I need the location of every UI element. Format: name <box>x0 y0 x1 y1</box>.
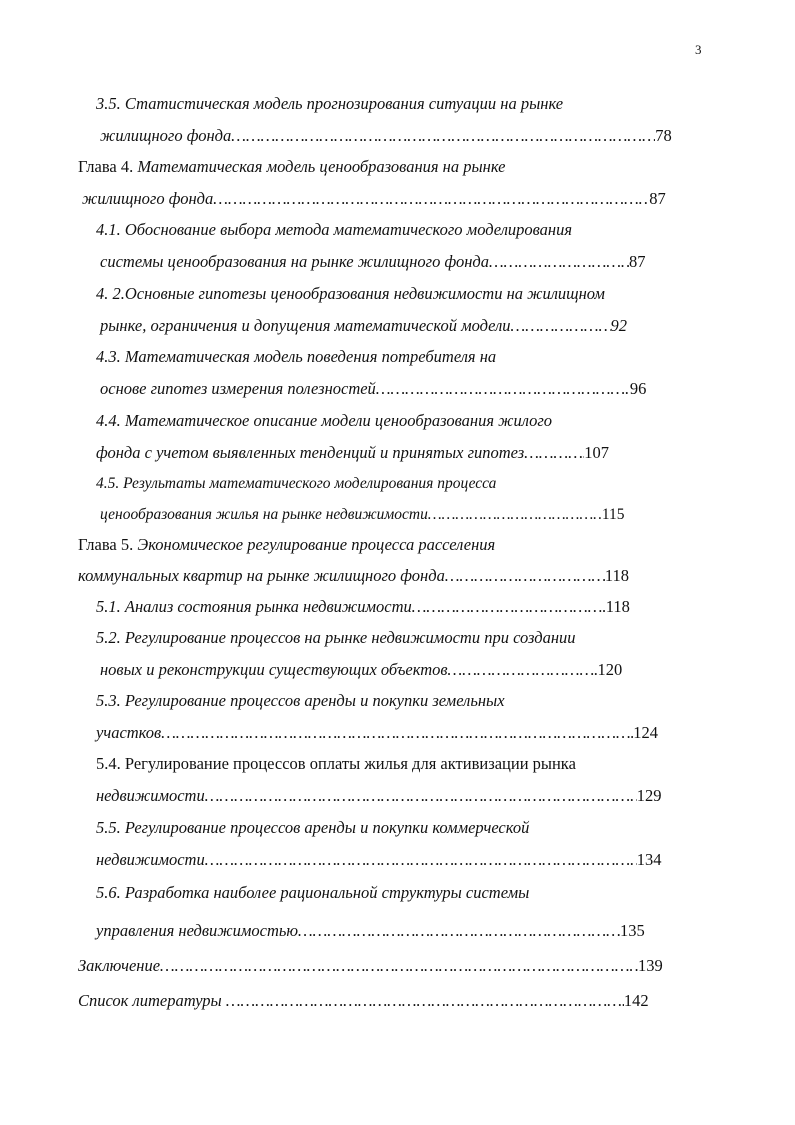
chapter-title: Математическая модель ценообразования на рынке <box>137 157 506 176</box>
toc-5-1-title: 5.1. Анализ состояния рынка недвижимости <box>96 597 412 616</box>
page-ref: 118 <box>604 566 629 585</box>
dot-leader <box>213 189 649 209</box>
dot-leader <box>376 379 630 399</box>
chapter-prefix: Глава 4. <box>78 157 138 176</box>
toc-4-1-entry <box>100 252 646 272</box>
page-ref: 135 <box>620 921 645 940</box>
chapter-title-cont: жилищного фонда <box>82 189 214 208</box>
toc-4-3-title: 4.3. Математическая модель поведения потребителя на <box>96 347 497 366</box>
toc-references-label: Список литературы <box>78 991 226 1010</box>
chapter-title: Экономическое регулирование процесса расселения <box>137 535 496 554</box>
toc-5-6-title-cont: управления недвижимостью <box>96 921 299 940</box>
page-ref: 139 <box>638 956 663 975</box>
page-ref: 87 <box>649 189 666 208</box>
page-ref: 115 <box>601 506 625 523</box>
page-ref: 107 <box>584 443 609 462</box>
toc-4-4-title: 4.4. Математическое описание модели ценообразования жилого <box>96 411 553 430</box>
toc-4-5-entry <box>100 505 625 525</box>
page-ref: 142 <box>623 991 649 1010</box>
chapter-prefix: Глава 5. <box>78 535 138 554</box>
page-ref: 120 <box>597 660 623 679</box>
toc-chapter-5-heading <box>78 535 495 555</box>
toc-4-2-title-cont: рынке, ограничения и допущения математической модели <box>100 316 511 335</box>
toc-4-1-title: 4.1. Обоснование выбора метода математического моделирования <box>96 220 573 239</box>
toc-conclusion-entry <box>78 956 663 976</box>
dot-leader <box>226 991 624 1011</box>
dot-leader <box>298 921 620 941</box>
dot-leader <box>412 597 606 617</box>
dot-leader <box>511 316 611 336</box>
toc-5-1-entry <box>96 597 630 617</box>
page-ref: 78 <box>655 126 672 145</box>
toc-5-2-title: 5.2. Регулирование процессов на рынке недвижимости при создании <box>96 628 576 647</box>
toc-5-5-title-cont: недвижимости <box>96 850 205 869</box>
toc-chapter-4-heading <box>78 157 505 177</box>
toc-3-5-entry <box>100 126 672 146</box>
dot-leader <box>231 126 655 146</box>
toc-4-3-title-cont: основе гипотез измерения полезностей <box>100 379 376 398</box>
toc-5-4-title-text: 5.4. Регулирование процессов оплаты жилья для активизации рынка <box>96 754 576 773</box>
toc-chapter-4-entry <box>82 189 666 209</box>
dot-leader <box>428 505 602 525</box>
dot-leader <box>160 956 638 976</box>
toc-5-5-entry <box>96 850 661 870</box>
toc-chapter-5-entry <box>78 566 629 586</box>
toc-4-3-entry <box>100 379 646 399</box>
toc-4-2-entry <box>100 316 627 336</box>
toc-4-2-title: 4. 2.Основные гипотезы ценообразования недвижимости на жилищном <box>96 284 605 303</box>
toc-5-4-title-cont: недвижимости <box>96 786 205 805</box>
dot-leader <box>524 443 584 463</box>
toc-3-5-title: 3.5. Статистическая модель прогнозирования ситуации на рынке <box>96 94 564 113</box>
page-number: 3 <box>695 42 702 57</box>
toc-5-5-title: 5.5. Регулирование процессов аренды и покупки коммерческой <box>96 818 530 837</box>
toc-5-3-title: 5.3. Регулирование процессов аренды и покупки земельных <box>96 691 505 710</box>
toc-4-1-title-cont: системы ценообразования на рынке жилищного фонда <box>100 252 490 271</box>
dot-leader <box>489 252 629 272</box>
dot-leader <box>445 566 605 586</box>
toc-4-5-title-cont: ценообразования жилья на рынке недвижимости <box>100 506 428 523</box>
toc-5-4-entry <box>96 786 661 806</box>
page-ref: 87 <box>629 252 646 271</box>
toc-conclusion-label: Заключение <box>78 956 161 975</box>
toc-4-4-title-cont: фонда с учетом выявленных тенденций и принятых гипотез <box>96 443 525 462</box>
dot-leader <box>161 723 633 743</box>
dot-leader <box>448 660 598 680</box>
dot-leader <box>205 786 637 806</box>
page-ref: 129 <box>636 786 662 805</box>
toc-4-4-entry <box>96 443 609 463</box>
page-ref: 118 <box>605 597 630 616</box>
page-ref: 124 <box>633 723 658 742</box>
toc-5-2-title-cont: новых и реконструкции существующих объектов <box>100 660 448 679</box>
toc-5-4-title <box>96 754 576 774</box>
dot-leader <box>205 850 637 870</box>
toc-3-5-title-cont: жилищного фонда <box>100 126 232 145</box>
toc-5-6-title: 5.6. Разработка наиболее рациональной структуры системы <box>96 883 530 902</box>
toc-references-entry <box>78 991 649 1011</box>
toc-4-5-title: 4.5. Результаты математического моделирования процесса <box>96 475 497 492</box>
toc-5-6-entry <box>96 921 645 941</box>
page-ref: 134 <box>636 850 662 869</box>
page-ref: 96 <box>629 379 647 398</box>
toc-5-3-title-cont: участков <box>96 723 162 742</box>
page-ref: 92 <box>610 316 628 335</box>
chapter-title-cont: коммунальных квартир на рынке жилищного фонда <box>78 566 445 585</box>
toc-5-3-entry <box>96 723 658 743</box>
toc-5-2-entry <box>100 660 622 680</box>
